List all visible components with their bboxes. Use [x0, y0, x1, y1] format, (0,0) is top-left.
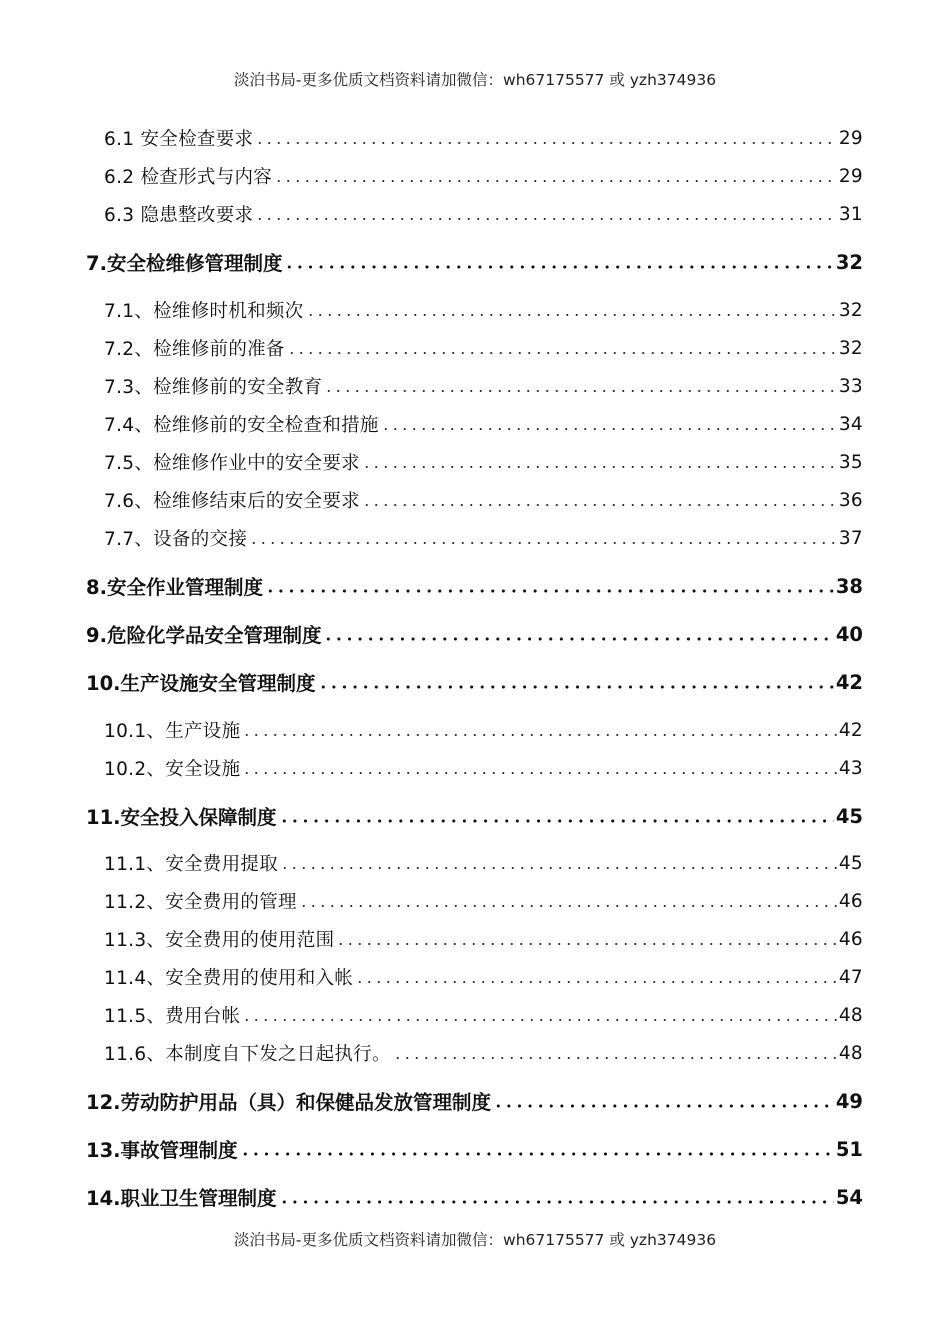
toc-page-number: 32 — [838, 337, 863, 359]
toc-section-entry[interactable] — [104, 524, 863, 552]
toc-page-number: 42 — [838, 719, 863, 741]
toc-section-entry[interactable] — [104, 1039, 863, 1067]
toc-page-number: 31 — [838, 203, 863, 225]
toc-entry-label: 11.5、费用台帐 — [104, 1006, 241, 1027]
toc-dot-leader — [265, 589, 834, 593]
toc-dot-leader — [381, 427, 837, 431]
toc-dot-leader — [318, 685, 834, 689]
toc-page-number: 36 — [838, 489, 863, 511]
toc-entry-label: 7.5、检维修作业中的安全要求 — [104, 453, 360, 474]
toc-entry-label: 11.6、本制度自下发之日起执行。 — [104, 1044, 391, 1065]
toc-chapter-entry[interactable] — [86, 572, 863, 600]
toc-section-entry[interactable] — [104, 296, 863, 324]
toc-section-entry[interactable] — [104, 849, 863, 877]
toc-page-number: 48 — [838, 1004, 863, 1026]
toc-entry-label: 7.4、检维修前的安全检查和措施 — [104, 415, 379, 436]
toc-dot-leader — [323, 637, 833, 641]
toc-page-number: 34 — [838, 413, 863, 435]
toc-section-entry[interactable] — [104, 124, 863, 152]
toc-page-number: 46 — [838, 928, 863, 950]
toc-entry-label: 8.安全作业管理制度 — [86, 576, 263, 599]
toc-entry-label: 12.劳动防护用品（具）和保健品发放管理制度 — [86, 1091, 492, 1114]
toc-page-number: 43 — [838, 757, 863, 779]
toc-dot-leader — [280, 866, 837, 870]
toc-entry-label: 9.危险化学品安全管理制度 — [86, 624, 322, 647]
toc-dot-leader — [324, 389, 837, 393]
toc-page-number: 33 — [838, 375, 863, 397]
toc-section-entry[interactable] — [104, 162, 863, 190]
toc-entry-label: 6.1 安全检查要求 — [104, 129, 254, 150]
toc-chapter-entry[interactable] — [86, 668, 863, 696]
toc-page-number: 40 — [835, 622, 863, 646]
toc-page-number: 32 — [835, 250, 863, 274]
toc-entry-label: 11.安全投入保障制度 — [86, 806, 277, 829]
toc-section-entry[interactable] — [104, 410, 863, 438]
page-footer: 淡泊书局-更多优质文档资料请加微信：wh67175577 或 yzh374936 — [233, 1231, 717, 1249]
toc-page-number: 29 — [838, 127, 863, 149]
toc-page-number: 49 — [835, 1089, 863, 1113]
toc-entry-label: 11.4、安全费用的使用和入帐 — [104, 968, 354, 989]
toc-section-entry[interactable] — [104, 448, 863, 476]
toc-page-number: 32 — [838, 299, 863, 321]
toc-entry-label: 6.2 检查形式与内容 — [104, 167, 273, 188]
toc-section-entry[interactable] — [104, 200, 863, 228]
toc-dot-leader — [493, 1104, 834, 1108]
toc-section-entry[interactable] — [104, 334, 863, 362]
toc-entry-label: 7.1、检维修时机和频次 — [104, 301, 304, 322]
toc-entry-label: 11.1、安全费用提取 — [104, 854, 278, 875]
toc-section-entry[interactable] — [104, 925, 863, 953]
toc-dot-leader — [242, 771, 836, 775]
toc-page-number: 48 — [838, 1042, 863, 1064]
toc-dot-leader — [362, 503, 837, 507]
toc-page-number: 42 — [835, 670, 863, 694]
toc-section-entry[interactable] — [104, 486, 863, 514]
toc-entry-label: 10.1、生产设施 — [104, 721, 241, 742]
toc-section-entry[interactable] — [104, 1001, 863, 1029]
toc-chapter-entry[interactable] — [86, 802, 863, 830]
toc-dot-leader — [274, 179, 837, 183]
toc-dot-leader — [279, 819, 834, 823]
toc-dot-leader — [240, 1152, 834, 1156]
toc-chapter-entry[interactable] — [86, 1135, 863, 1163]
toc-entry-label: 7.6、检维修结束后的安全要求 — [104, 491, 360, 512]
toc-page-number: 38 — [835, 574, 863, 598]
toc-page-number: 47 — [838, 966, 863, 988]
toc-entry-label: 11.2、安全费用的管理 — [104, 892, 297, 913]
toc-page-number: 37 — [838, 527, 863, 549]
toc-entry-label: 6.3 隐患整改要求 — [104, 205, 254, 226]
toc-chapter-entry[interactable] — [86, 620, 863, 648]
toc-chapter-entry[interactable] — [86, 248, 863, 276]
toc-dot-leader — [287, 351, 837, 355]
toc-entry-label: 13.事故管理制度 — [86, 1139, 238, 1162]
toc-page-number: 45 — [835, 804, 863, 828]
toc-section-entry[interactable] — [104, 716, 863, 744]
toc-chapter-entry[interactable] — [86, 1183, 863, 1211]
toc-dot-leader — [299, 904, 837, 908]
toc-dot-leader — [362, 465, 837, 469]
toc-dot-leader — [242, 1018, 836, 1022]
toc-section-entry[interactable] — [104, 887, 863, 915]
toc-page-number: 46 — [838, 890, 863, 912]
toc-dot-leader — [279, 1200, 834, 1204]
toc-entry-label: 7.安全检维修管理制度 — [86, 252, 283, 275]
toc-dot-leader — [255, 217, 837, 221]
toc-page-number: 51 — [835, 1137, 863, 1161]
toc-page-number: 35 — [838, 451, 863, 473]
toc-dot-leader — [255, 141, 837, 145]
toc-entry-label: 7.3、检维修前的安全教育 — [104, 377, 323, 398]
toc-section-entry[interactable] — [104, 372, 863, 400]
toc-entry-label: 11.3、安全费用的使用范围 — [104, 930, 335, 951]
toc-dot-leader — [249, 541, 837, 545]
toc-chapter-entry[interactable] — [86, 1087, 863, 1115]
toc-entry-label: 10.2、安全设施 — [104, 759, 241, 780]
toc-dot-leader — [355, 980, 837, 984]
toc-page-number: 45 — [838, 852, 863, 874]
toc-entry-label: 10.生产设施安全管理制度 — [86, 672, 316, 695]
toc-dot-leader — [393, 1056, 837, 1060]
toc-entry-label: 14.职业卫生管理制度 — [86, 1187, 277, 1210]
toc-section-entry[interactable] — [104, 963, 863, 991]
toc-page-number: 54 — [835, 1185, 863, 1209]
toc-dot-leader — [242, 733, 836, 737]
toc-entry-label: 7.7、设备的交接 — [104, 529, 248, 550]
toc-dot-leader — [336, 942, 836, 946]
toc-dot-leader — [284, 265, 833, 269]
toc-section-entry[interactable] — [104, 754, 863, 782]
toc-page-number: 29 — [838, 165, 863, 187]
page-header: 淡泊书局-更多优质文档资料请加微信：wh67175577 或 yzh374936 — [233, 71, 717, 89]
toc-entry-label: 7.2、检维修前的准备 — [104, 339, 285, 360]
toc-dot-leader — [306, 313, 837, 317]
